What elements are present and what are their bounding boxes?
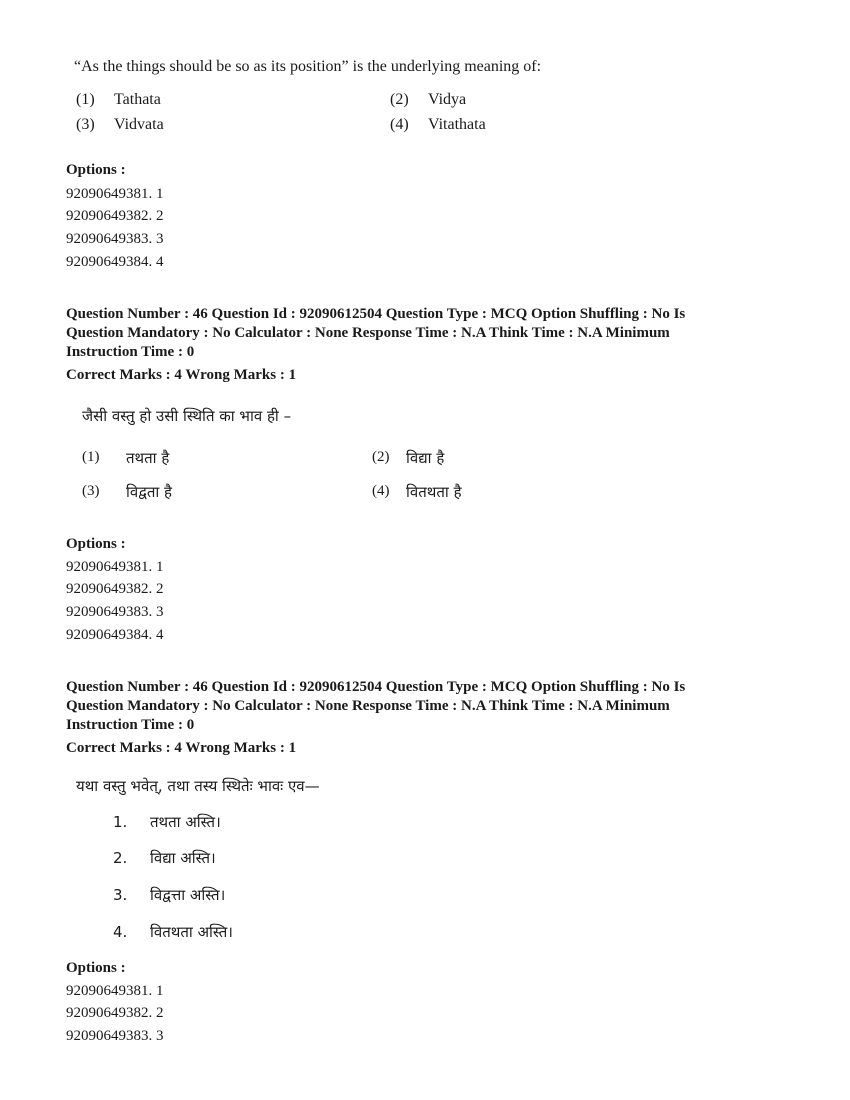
- options-label: Options :: [66, 162, 126, 178]
- question-meta-line: Question Mandatory : No Calculator : None Response Time : N.A Think Time : N.A Minimum: [66, 698, 670, 714]
- choice-text: विद्वता है: [126, 483, 173, 501]
- choice-number: (1): [76, 91, 95, 108]
- option-id: 92090649384. 4: [66, 254, 164, 270]
- choice-item: [76, 91, 161, 109]
- choice-number: (4): [372, 483, 390, 499]
- marks-line: Correct Marks : 4 Wrong Marks : 1: [66, 740, 297, 756]
- option-id: 92090649381. 1: [66, 983, 164, 999]
- option-id: 92090649383. 3: [66, 1028, 164, 1044]
- option-id: 92090649383. 3: [66, 604, 164, 620]
- marks-line: Correct Marks : 4 Wrong Marks : 1: [66, 367, 297, 383]
- choice-text: विद्वत्ता अस्ति।: [150, 886, 226, 904]
- choice-item: [390, 116, 486, 134]
- question-meta-line: Instruction Time : 0: [66, 717, 195, 733]
- choice-text: वितथता अस्ति।: [150, 923, 233, 941]
- question-meta-line: Question Mandatory : No Calculator : None Response Time : N.A Think Time : N.A Minimum: [66, 325, 670, 341]
- question-text-sanskrit: यथा वस्तु भवेत्, तथा तस्य स्थितेः भावः एव—: [76, 777, 320, 795]
- choice-text: Vidya: [428, 91, 467, 108]
- question-meta-line: Instruction Time : 0: [66, 344, 195, 360]
- option-id: 92090649382. 2: [66, 208, 164, 224]
- question-meta-line: Question Number : 46 Question Id : 92090612504 Question Type : MCQ Option Shuffling : No Is: [66, 306, 686, 322]
- choice-number: (3): [76, 116, 95, 133]
- option-id: 92090649384. 4: [66, 627, 164, 643]
- option-id: 92090649382. 2: [66, 581, 164, 597]
- choice-text: Vidvata: [114, 116, 164, 133]
- choice-number: 4.: [113, 923, 128, 941]
- choice-number: 2.: [113, 849, 128, 867]
- choice-number: (4): [390, 116, 409, 133]
- choice-text: विद्या है: [406, 449, 445, 467]
- choice-text: तथता अस्ति।: [150, 813, 221, 831]
- option-id: 92090649381. 1: [66, 186, 164, 202]
- options-label: Options :: [66, 536, 126, 552]
- choice-number: (2): [390, 91, 409, 108]
- choice-text: विद्या अस्ति।: [150, 849, 216, 867]
- choice-item: [76, 116, 164, 134]
- choice-number: 3.: [113, 886, 128, 904]
- options-label: Options :: [66, 960, 126, 976]
- option-id: 92090649383. 3: [66, 231, 164, 247]
- choice-text: वितथता है: [406, 483, 462, 501]
- choice-text: तथता है: [126, 449, 170, 467]
- option-id: 92090649382. 2: [66, 1005, 164, 1021]
- question-meta: [66, 305, 766, 362]
- question-meta-line: Question Number : 46 Question Id : 92090612504 Question Type : MCQ Option Shuffling : No Is: [66, 679, 686, 695]
- option-id: 92090649381. 1: [66, 559, 164, 575]
- choice-number: 1.: [113, 813, 128, 831]
- question-text-english: “As the things should be so as its position” is the underlying meaning of:: [74, 58, 542, 75]
- choice-item: [390, 91, 466, 109]
- question-meta: [66, 678, 766, 735]
- choice-number: (3): [82, 483, 100, 499]
- choice-text: Vitathata: [428, 116, 486, 133]
- question-text-hindi: जैसी वस्तु हो उसी स्थिति का भाव ही –: [82, 407, 292, 425]
- choice-text: Tathata: [114, 91, 161, 108]
- choice-number: (2): [372, 449, 390, 465]
- choice-number: (1): [82, 449, 100, 465]
